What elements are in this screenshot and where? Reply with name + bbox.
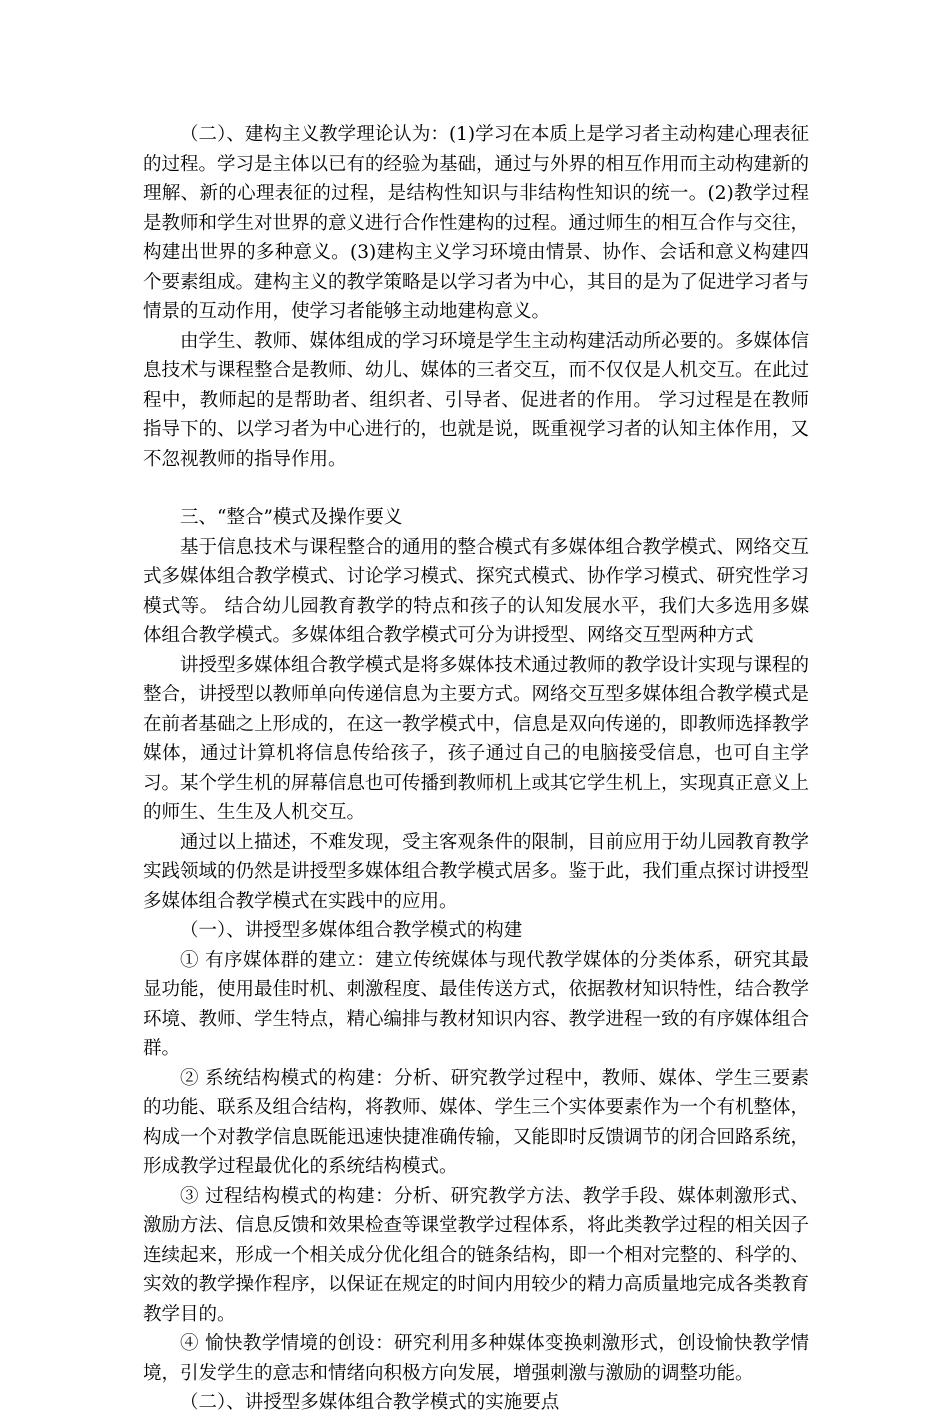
list-item-pleasant-situation: ④ 愉快教学情境的创设：研究利用多种媒体变换刺激形式，创设愉快教学情境，引发学生的意志和情绪向积极方向发展，增强刺激与激励的调整功能。 [143,1333,809,1384]
document-page [143,120,809,1418]
list-item-media-group: ① 有序媒体群的建立：建立传统媒体与现代教学媒体的分类体系，研究其最显功能，使用最佳时机、刺激程度、最佳传送方式，依据教材知识特性，结合教学环境、教师、学生特点，精心编排与教材知识内容、教学进程一致的有序媒体组合群。 [143,949,810,1059]
paragraph-focus-lecture: 通过以上描述，不难发现，受主客观条件的限制，目前应用于幼儿园教育教学实践领域的仍然是讲授型多媒体组合教学模式居多。鉴于此，我们重点探讨讲授型多媒体组合教学模式在实践中的应用。 [143,831,810,912]
paragraph-constructivism-theory: （二）、建构主义教学理论认为：(1)学习在本质上是学习者主动构建心理表征的过程。学习是主体以已有的经验为基础，通过与外界的相互作用而主动构建新的理解、新的心理表征的过程，是结构性知识与非结构性知识的统一。(2)教学过程是教师和学生对世界的意义进行合作性建构的过程。通过师生的相互合作与交往，构建出世界的多种意义。(3)建构主义学习环境由情景、协作、会话和意义构建四个要素组成。建构主义的教学策略是以学习者为中心，其目的是为了促进学习者与情景的互动作用，使学习者能够主动地建构意义。 [143,124,810,322]
subsection-heading-implementation: （二）、讲授型多媒体组合教学模式的实施要点 [180,1392,560,1413]
paragraph-integration-modes: 基于信息技术与课程整合的通用的整合模式有多媒体组合教学模式、网络交互式多媒体组合教学模式、讨论学习模式、探究式模式、协作学习模式、研究性学习模式等。 结合幼儿园教育教学的特点和孩子的认知发展水平，我们大多选用多媒体组合教学模式。多媒体组合教学模式可分为讲授型、网络交互型两种方式 [143,536,810,646]
subsection-heading-construction: （一）、讲授型多媒体组合教学模式的构建 [180,920,523,941]
paragraph-gap [143,474,809,503]
list-item-system-structure: ② 系统结构模式的构建：分析、研究教学过程中，教师、媒体、学生三要素的功能、联系及组合结构，将教师、媒体、学生三个实体要素作为一个有机整体，构成一个对教学信息既能迅速快捷准确传输，又能即时反馈调节的闭合回路系统，形成教学过程最优化的系统结构模式。 [143,1067,810,1177]
section-heading-integration-mode: 三、“整合”模式及操作要义 [180,507,403,528]
paragraph-lecture-mode: 讲授型多媒体组合教学模式是将多媒体技术通过教师的教学设计实现与课程的整合，讲授型以教师单向传递信息为主要方式。网络交互型多媒体组合教学模式是在前者基础之上形成的，在这一教学模式中，信息是双向传递的，即教师选择教学媒体，通过计算机将信息传给孩子，孩子通过自己的电脑接受信息，也可自主学习。某个学生机的屏幕信息也可传播到教师机上或其它学生机上，实现真正意义上的师生、生生及人机交互。 [143,654,810,823]
list-item-process-structure: ③ 过程结构模式的构建：分析、研究教学方法、教学手段、媒体刺激形式、激励方法、信息反馈和效果检查等课堂教学过程体系，将此类教学过程的相关因子连续起来，形成一个相关成分优化组合的链条结构，即一个相对完整的、科学的、实效的教学操作程序，以保证在规定的时间内用较少的精力高质量地完成各类教育教学目的。 [143,1185,810,1325]
paragraph-learning-environment: 由学生、教师、媒体组成的学习环境是学生主动构建活动所必要的。多媒体信息技术与课程整合是教师、幼儿、媒体的三者交互，而不仅仅是人机交互。在此过程中，教师起的是帮助者、组织者、引导者、促进者的作用。 学习过程是在教师指导下的、以学习者为中心进行的，也就是说，既重视学习者的认知主体作用，又不忽视教师的指导作用。 [143,330,810,470]
